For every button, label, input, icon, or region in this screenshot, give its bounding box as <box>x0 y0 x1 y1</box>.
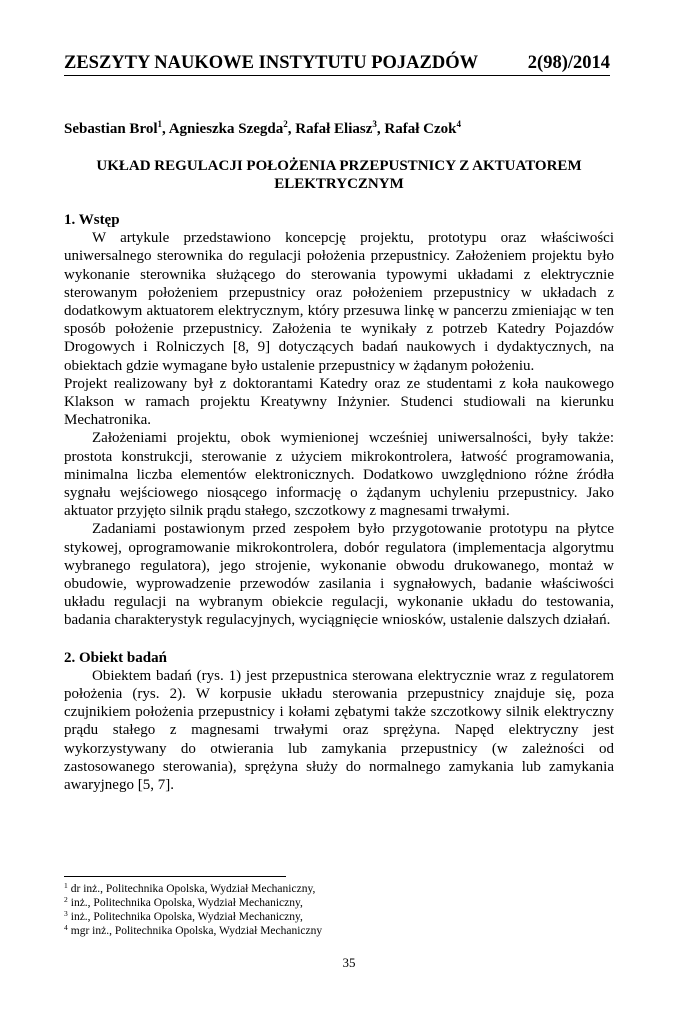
journal-header <box>64 52 610 76</box>
body-text <box>64 211 614 794</box>
author-affiliation-mark: 4 <box>456 119 461 129</box>
journal-title: ZESZYTY NAUKOWE INSTYTUTU POJAZDÓW <box>64 53 479 73</box>
author-list <box>64 120 461 138</box>
section-heading: 1. Wstęp <box>64 212 120 228</box>
footnote: $^1$ dr inż., Politechnika Opolska, Wydział Mechaniczny, <box>64 881 316 895</box>
author: Agnieszka Szegda$^2$, <box>168 119 296 137</box>
paragraph: W artykule przedstawiono koncepcję projektu, prototypu oraz właściwości uniwersalnego sterownika do regulacji położenia przepustnicy. Założeniem projektu było wykonanie sterownika służącego do sterowania typowymi układami z elektrycznie sterowanym położeniem przepustnicy oraz położeniem przepustnicy w układach z dodatkowym aktuatorem elektrycznym, który przesuwa linkę w pancerzu zmieniając w ten sposób położenie przepustnicy. Założenia te wynikały z potrzeb Katedry Pojazdów Drogowych i Rolniczych [8, 9] dotyczących badań naukowych i dydaktycznych, na obiektach gdzie wymagane było ustalenie przepustnicy w żądanym położeniu. <box>64 230 614 374</box>
author-affiliation-mark: 3 <box>372 119 377 129</box>
footnote: $^4$ mgr inż., Politechnika Opolska, Wydział Mechaniczny <box>64 923 323 937</box>
paragraph: Projekt realizowany był z doktorantami Katedry oraz ze studentami z koła naukowego Klakson w ramach projektu Kreatywny Inżynier. Studenci studiowali na kierunku Mechatronika. <box>64 375 614 429</box>
page-number: 35 <box>342 955 356 970</box>
paragraph: Założeniami projektu, obok wymienionej wcześniej uniwersalności, były także: prostota konstrukcji, sterowanie z użyciem mikrokontrolera, łatwość programowania, minimalna liczba elementów elektronicznych. Dodatkowo uwzględniono różne źródła sygnału wejściowego niosącego informację o żądanym uchyleniu przepustnicy. Jako aktuator przyjęto silnik prądu stałego, szczotkowy z magnesami trwałymi. <box>64 430 614 520</box>
section-heading: 2. Obiekt badań <box>64 649 167 666</box>
issue-number: 2(98)/2014 <box>527 53 610 73</box>
footnote: $^2$ inż., Politechnika Opolska, Wydział Mechaniczny, <box>64 895 303 909</box>
footnote: $^3$ inż., Politechnika Opolska, Wydział Mechaniczny, <box>64 909 303 923</box>
footnote-separator <box>64 876 286 877</box>
author-affiliation-mark: 2 <box>283 119 288 129</box>
paragraph: Obiektem badań (rys. 1) jest przepustnica sterowana elektrycznie wraz z regulatorem położenia (rys. 2). W korpusie układu sterowania przepustnicy znajduje się, poza czujnikiem położenia przepustnicy i kołami zębatymi także szczotkowy silnik elektryczny prądu stałego z magnesami trwałymi oraz sprężyna. Napęd elektryczny jest wykorzystywany do otwierania lub zamykania przepustnicy (w zależności od zastosowanego sterowania), sprężyna służy do normalnego zamykania lub zamykania awaryjnego [5, 7]. <box>64 667 614 794</box>
author-affiliation-mark: 1 <box>157 119 162 129</box>
author: Rafał Eliasz$^3$, <box>295 119 385 137</box>
paper-title <box>64 157 614 193</box>
title-line: ELEKTRYCZNYM <box>274 176 404 192</box>
paragraph: Zadaniami postawionym przed zespołem było przygotowanie prototypu na płytce stykowej, oprogramowanie mikrokontrolera, dobór regulatora (implementacja algorytmu wybranego regulatora), jego strojenie, wykonanie obwodu drukowanego, montaż w obudowie, wyprowadzenie przewodów zasilania i sygnałowych, badanie właściwości układu regulacji na wybranym obiekcie regulacji, wykonanie układu do testowania, badania charakterystyk regulacyjnych, wyciągnięcie wniosków, ustalenie dalszych działań. <box>64 521 614 629</box>
author: Rafał Czok$^4$ <box>384 119 461 137</box>
footnotes <box>64 882 322 938</box>
author: Sebastian Brol$^1$, <box>64 119 169 137</box>
title-line: UKŁAD REGULACJI POŁOŻENIA PRZEPUSTNICY Z AKTUATOREM <box>96 158 582 174</box>
